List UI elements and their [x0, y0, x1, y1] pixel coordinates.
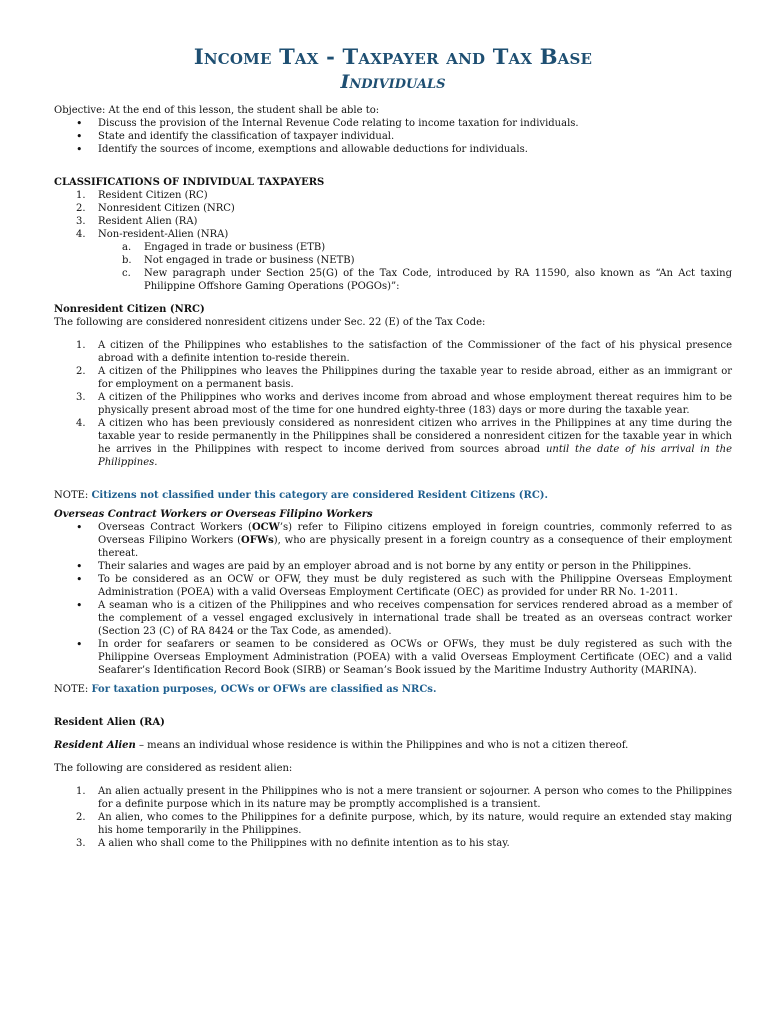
classifications-heading: CLASSIFICATIONS OF INDIVIDUAL TAXPAYERS	[54, 177, 325, 188]
list-text-bold: OCW	[251, 522, 280, 533]
list-number: 1.	[76, 786, 86, 797]
list-text: Resident Citizen (RC)	[98, 190, 208, 201]
list-item	[54, 811, 732, 837]
list-number: 3.	[76, 392, 86, 403]
ocw-heading: Overseas Contract Workers or Overseas Filipino Workers	[54, 509, 373, 520]
list-text: A alien who shall come to the Philippines with no definite intention as to his stay.	[98, 838, 510, 849]
list-item: • Identify the sources of income, exemptions and allowable deductions for individuals.	[54, 143, 732, 156]
list-number: 2.	[76, 812, 86, 823]
nrc-heading: Nonresident Citizen (NRC)	[54, 304, 205, 315]
nrc-note	[54, 489, 732, 502]
list-item	[54, 521, 732, 560]
list-item: • State and identify the classification of taxpayer individual.	[54, 130, 732, 143]
nra-sublist	[54, 241, 732, 293]
list-number: 3.	[76, 216, 86, 227]
document-subtitle: Individuals	[340, 71, 446, 93]
nrc-intro: The following are considered nonresident citizens under Sec. 22 (E) of the Tax Code:	[54, 317, 486, 328]
list-item	[54, 785, 732, 811]
ocw-list	[54, 521, 732, 677]
list-text: A citizen who has been previously considered as nonresident citizen who arrives in the Philippines at any time during the taxable year to reside permanently in the Philippines shall be considered a nonresident citizen for the taxable year in which he arrives in the Philippines with respect to income derived from sources abroad	[98, 418, 732, 455]
list-item: • To be considered as an OCW or OFW, they must be duly registered as such with the Philippine Overseas Employment Administration (POEA) with a valid Overseas Employment Certificate (OEC) as provided for under RR No. 1-2011.	[54, 573, 732, 599]
list-item	[54, 365, 732, 391]
list-item	[54, 189, 732, 202]
list-item	[54, 254, 732, 267]
list-number: 4.	[76, 418, 86, 429]
list-item	[54, 202, 732, 215]
list-item	[54, 215, 732, 228]
list-text-italic: until the date of his arrival in the Philippines.	[98, 444, 733, 468]
ra-definition	[54, 739, 732, 752]
list-item: • In order for seafarers or seamen to be considered as OCWs or OFWs, they must be duly registered as such with the Philippine Overseas Employment Administration (POEA) with a valid Overseas Employment Certificate (OEC) and a valid Seafarer’s Identification Record Book (SIRB) or Seaman’s Book issued by the Maritime Industry Authority (MARINA).	[54, 638, 732, 677]
list-item	[54, 391, 732, 417]
list-text: A citizen of the Philippines who establishes to the satisfaction of the Commissioner of the fact of his physical presence abroad with a definite intention to-reside therein.	[98, 340, 732, 364]
list-letter: a.	[122, 242, 132, 253]
list-text-bold: OFWs	[241, 535, 274, 546]
note-label: NOTE:	[54, 490, 92, 501]
list-text: A citizen of the Philippines who leaves the Philippines during the taxable year to reside abroad, either as an immigrant or for employment on a permanent basis.	[98, 366, 732, 390]
ra-list	[54, 785, 732, 850]
list-item: • A seaman who is a citizen of the Philippines and who receives compensation for services rendered abroad as a member of the complement of a vessel engaged exclusively in international trade shall be treated as an overseas contract worker (Section 23 (C) of RA 8424 or the Tax Code, as amended).	[54, 599, 732, 638]
list-item	[54, 228, 732, 241]
list-text: Resident Alien (RA)	[98, 216, 198, 227]
list-number: 2.	[76, 366, 86, 377]
list-item: • Discuss the provision of the Internal Revenue Code relating to income taxation for individuals.	[54, 117, 732, 130]
list-letter: b.	[122, 255, 132, 266]
list-number: 2.	[76, 203, 86, 214]
list-text: Not engaged in trade or business (NETB)	[144, 255, 355, 266]
nrc-list	[54, 339, 732, 469]
list-item	[54, 417, 732, 469]
document-title: Income Tax - Taxpayer and Tax Base	[193, 44, 593, 69]
list-text: An alien actually present in the Philippines who is not a mere transient or sojourner. A person who comes to the Philippines for a definite purpose which in its nature may be promptly accomplished is a transient.	[98, 786, 732, 810]
list-item	[54, 267, 732, 293]
list-item	[54, 339, 732, 365]
list-item	[54, 837, 732, 850]
list-letter: c.	[122, 268, 131, 279]
definition-term: Resident Alien	[54, 740, 136, 751]
objective-list	[54, 117, 732, 156]
list-number: 3.	[76, 838, 86, 849]
classifications-list	[54, 189, 732, 241]
objective-intro: Objective: At the end of this lesson, the student shall be able to:	[54, 105, 380, 116]
list-text: Nonresident Citizen (NRC)	[98, 203, 235, 214]
list-text: A citizen of the Philippines who works and derives income from abroad and whose employment thereat requires him to be physically present abroad most of the time for one hundred eighty-three (183) days or more during the taxable year.	[98, 392, 732, 416]
list-number: 1.	[76, 190, 86, 201]
list-item	[54, 241, 732, 254]
list-text: An alien, who comes to the Philippines for a definite purpose, which, by its nature, would require an extended stay making his home temporarily in the Philippines.	[98, 812, 732, 836]
document-page	[54, 44, 732, 850]
ra-heading: Resident Alien (RA)	[54, 717, 165, 728]
list-item: • Their salaries and wages are paid by an employer abroad and is not borne by any entity or person in the Philippines.	[54, 560, 732, 573]
list-text: ), who are physically present in a foreign country as a consequence of their employment thereat.	[98, 535, 732, 559]
ocw-note	[54, 683, 732, 696]
note-label: NOTE:	[54, 684, 92, 695]
definition-text: – means an individual whose residence is within the Philippines and who is not a citizen thereof.	[135, 740, 629, 751]
note-text: For taxation purposes, OCWs or OFWs are classified as NRCs.	[91, 684, 437, 695]
note-text: Citizens not classified under this category are considered Resident Citizens (RC).	[91, 490, 549, 501]
ra-intro: The following are considered as resident alien:	[54, 763, 293, 774]
list-text: ’s) refer to Filipino citizens employed in foreign countries, commonly referred to as Overseas Filipino Workers (	[98, 522, 732, 546]
list-number: 4.	[76, 229, 86, 240]
list-text: Engaged in trade or business (ETB)	[144, 242, 326, 253]
list-text: Overseas Contract Workers (	[98, 522, 252, 533]
list-text: Non-resident-Alien (NRA)	[98, 229, 229, 240]
list-number: 1.	[76, 340, 86, 351]
list-text: New paragraph under Section 25(G) of the Tax Code, introduced by RA 11590, also known as “An Act taxing Philippine Offshore Gaming Operations (POGOs)”:	[144, 268, 732, 292]
